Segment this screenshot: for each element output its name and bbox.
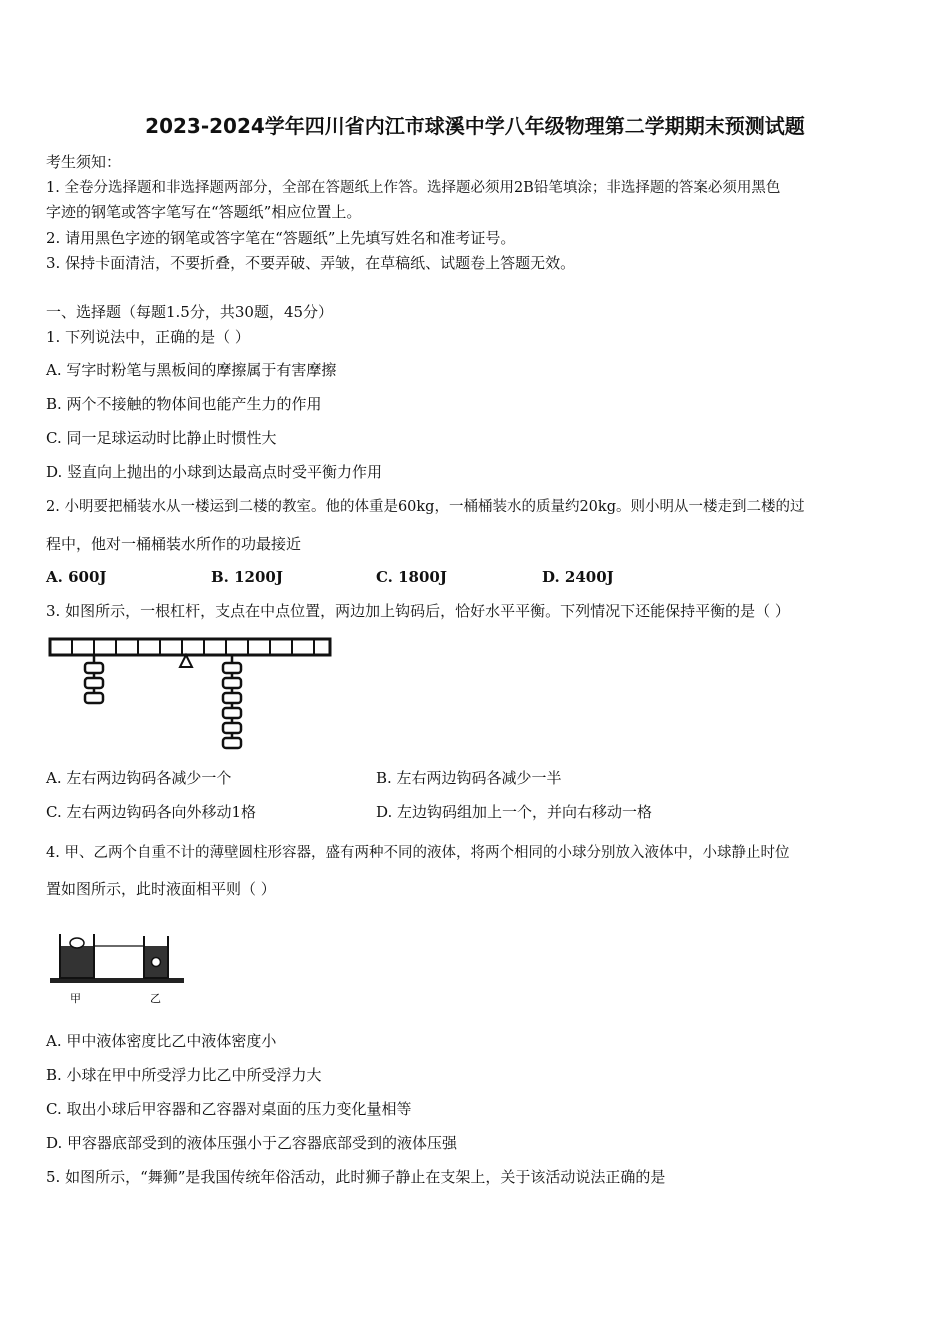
lever-bar <box>50 639 330 655</box>
q1-option-a: A. 写字时粉笔与黑板间的摩擦属于有害摩擦 <box>46 361 337 379</box>
lever-figure <box>46 633 336 753</box>
q3-option-b: B. 左右两边钩码各减少一半 <box>376 769 562 787</box>
q3-stem: 3. 如图所示，一根杠杆，支点在中点位置，两边加上钩码后，恰好水平平衡。下列情况下还能保持平衡的是（ ） <box>46 602 790 620</box>
section-heading: 一、选择题（每题1.5分，共30题，45分） <box>46 303 334 321</box>
ball-in-jia <box>70 938 84 948</box>
q2-option-c: C. 1800J <box>376 568 447 586</box>
q4-option-c: C. 取出小球后甲容器和乙容器对桌面的压力变化量相等 <box>46 1100 412 1118</box>
q2-stem-line-2: 程中，他对一桶桶装水所作的功最接近 <box>46 535 302 553</box>
q4-option-a: A. 甲中液体密度比乙中液体密度小 <box>46 1032 277 1050</box>
q4-option-d: D. 甲容器底部受到的液体压强小于乙容器底部受到的液体压强 <box>46 1134 458 1152</box>
q1-option-d: D. 竖直向上抛出的小球到达最高点时受平衡力作用 <box>46 463 383 481</box>
page-title: 2023-2024学年四川省内江市球溪中学八年级物理第二学期期末预测试题 <box>145 114 805 138</box>
container-jia <box>60 934 94 978</box>
q2-option-b: B. 1200J <box>211 568 283 586</box>
q1-stem: 1. 下列说法中，正确的是（ ） <box>46 328 250 346</box>
ball-in-yi <box>152 958 161 967</box>
containers-figure <box>50 928 185 1008</box>
label-jia: 甲 <box>70 992 81 1005</box>
q1-option-c: C. 同一足球运动时比静止时惯性大 <box>46 429 277 447</box>
q2-option-a: A. 600J <box>46 568 107 586</box>
q3-option-a: A. 左右两边钩码各减少一个 <box>46 769 232 787</box>
container-yi <box>144 936 168 978</box>
q4-option-b: B. 小球在甲中所受浮力比乙中所受浮力大 <box>46 1066 322 1084</box>
q1-option-b: B. 两个不接触的物体间也能产生力的作用 <box>46 395 322 413</box>
q3-option-d: D. 左边钩码组加上一个，并向右移动一格 <box>376 803 653 821</box>
notice-line-2: 2. 请用黑色字迹的钢笔或答字笔在“答题纸”上先填写姓名和准考证号。 <box>46 229 516 247</box>
right-weight-group <box>223 655 241 748</box>
left-weight-group <box>85 655 103 703</box>
label-yi: 乙 <box>150 992 161 1005</box>
notice-heading: 考生须知： <box>46 153 122 171</box>
notice-line-1a: 1. 全卷分选择题和非选择题两部分，全部在答题纸上作答。选择题必须用2B铅笔填涂；非选择题的答案必须用黑色 <box>46 180 781 196</box>
notice-line-3: 3. 保持卡面清洁，不要折叠，不要弄破、弄皱，在草稿纸、试题卷上答题无效。 <box>46 254 576 272</box>
q2-option-d: D. 2400J <box>542 568 614 586</box>
q2-stem-line-1: 2. 小明要把桶装水从一楼运到二楼的教室。他的体重是60kg，一桶桶装水的质量约20kg。则小明从一楼走到二楼的过 <box>46 499 805 515</box>
q5-stem: 5. 如图所示，“舞狮”是我国传统年俗活动，此时狮子静止在支架上，关于该活动说法正确的是 <box>46 1168 666 1186</box>
q4-stem-line-2: 置如图所示，此时液面相平则（ ） <box>46 880 276 898</box>
notice-line-1b: 字迹的钢笔或答字笔写在“答题纸”相应位置上。 <box>46 203 362 221</box>
q3-option-c: C. 左右两边钩码各向外移动1格 <box>46 803 257 821</box>
fulcrum-icon <box>180 655 192 667</box>
q4-stem-line-1: 4. 甲、乙两个自重不计的薄壁圆柱形容器，盛有两种不同的液体，将两个相同的小球分别放入液体中，小球静止时位 <box>46 845 790 861</box>
